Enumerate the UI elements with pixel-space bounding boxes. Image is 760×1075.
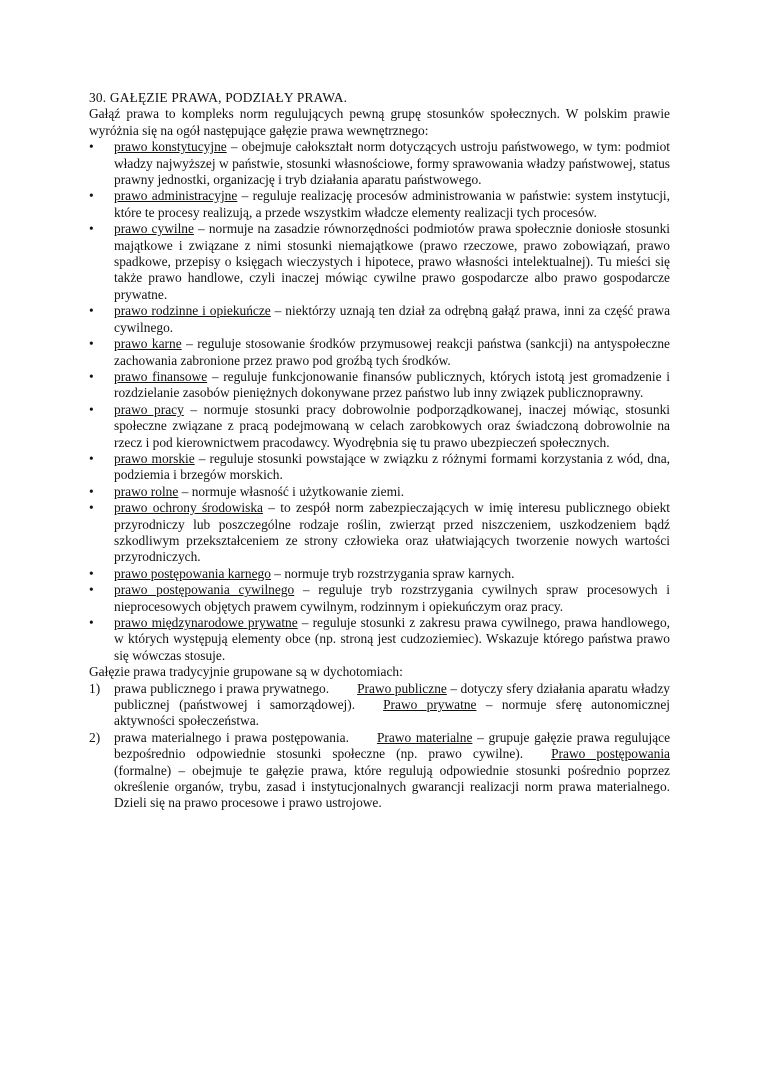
branch-description: – normuje własność i użytkowanie ziemi. bbox=[178, 483, 405, 499]
dichotomy-desc-a: – dotyczy sfery działania aparatu władzy publicznej (państwowej i samorządowej). bbox=[114, 680, 670, 713]
branch-term: prawo pracy bbox=[114, 401, 184, 417]
branch-description: – to zespół norm zabezpieczających w imię interesu publicznego obiekt przyrodniczy lub poszczególne rodzaje roślin, zwierząt przed niszczeniem, uszkodzeniem bądź szkodliwym przekształceniem ze strony człowieka oraz ułatwiających tworzenie nowych wartości przyrodniczych. bbox=[114, 500, 670, 565]
list-item bbox=[89, 451, 670, 484]
branch-term: prawo rodzinne i opiekuńcze bbox=[114, 303, 271, 319]
dichotomies-intro: Gałęzie prawa tradycyjnie grupowane są w dychotomiach: bbox=[89, 664, 403, 680]
dichotomy-desc-b: (formalne) – obejmuje te gałęzie prawa, które regulują odpowiednie stosunki pośrednio poprzez określenie organów, trybu, zasad i instytucjonalnych gwarancji realizacji norm prawa materialnego. Dzieli się na prawo procesowe i prawo ustrojowe. bbox=[114, 762, 670, 811]
branch-term: prawo cywilne bbox=[114, 221, 194, 237]
document-body bbox=[89, 90, 670, 812]
dichotomy-term-b: Prawo prywatne bbox=[383, 697, 477, 713]
branch-term: prawo postępowania cywilnego bbox=[114, 582, 295, 598]
branch-description: – reguluje stosunki powstające w związku z różnymi formami korzystania z wód, dna, podziemia i brzegów morskich. bbox=[114, 450, 671, 483]
dichotomy-term-a: Prawo publiczne bbox=[357, 680, 447, 696]
list-item bbox=[89, 730, 670, 812]
bullet-icon: • bbox=[89, 615, 94, 630]
branch-term: prawo finansowe bbox=[114, 368, 208, 384]
bullet-icon: • bbox=[89, 336, 94, 352]
bullet-icon: • bbox=[89, 139, 94, 155]
list-item bbox=[89, 188, 670, 221]
branch-description: – reguluje stosowanie środków przymusowej reakcji państwa (sankcji) na antyspołeczne zachowania zabronione przez prawo pod groźbą tych środków. bbox=[114, 336, 670, 368]
branch-description: – reguluje stosunki z zakresu prawa cywilnego, prawa handlowego, w których występują elementy obce (np. stroną jest cudzoziemiec). Wskazuje którego państwa prawo się wówczas stosuje. bbox=[114, 615, 670, 663]
branch-term: prawo morskie bbox=[114, 450, 195, 466]
branch-description: – normuje stosunki pracy dobrowolnie podporządkowanej, inaczej mówiąc, stosunki społeczne związane z pracą podejmowaną w celach zarobkowych oraz świadczoną dobrowolnie na rzecz i pod kierownictwem pracodawcy. Wyodrębnia się tu prawo ubezpieczeń społecznych. bbox=[114, 401, 670, 450]
list-item bbox=[89, 500, 670, 566]
dichotomy-term-a: Prawo materialne bbox=[376, 729, 473, 745]
branch-term: prawo międzynarodowe prywatne bbox=[114, 615, 298, 630]
branch-description: – obejmuje całokształt norm dotyczących ustroju państwowego, w tym: podmiot władzy najwyższej w państwie, stosunki własnościowe, formy sprawowania władzy państwowej, status prawny jednostki, organizację i tryb działania aparatu państwowego. bbox=[114, 139, 670, 188]
intro-paragraph: Gałąź prawa to kompleks norm regulujących pewną grupę stosunków społecznych. W polskim prawie wyróżnia się na ogół następujące gałęzie prawa wewnętrznego: bbox=[89, 106, 670, 138]
branch-description: – niektórzy uznają ten dział za odrębną gałąź prawa, inni za część prawa cywilnego. bbox=[114, 303, 671, 335]
list-item bbox=[89, 582, 670, 615]
list-item bbox=[89, 336, 670, 369]
branch-description: – reguluje funkcjonowanie finansów publicznych, których istotą jest gromadzenie i rozdzielanie zasobów pieniężnych dokonywane przez państwo lub inny związek publicznoprawny. bbox=[114, 368, 670, 401]
dichotomies-list bbox=[89, 681, 670, 812]
list-item bbox=[89, 221, 670, 303]
bullet-icon: • bbox=[89, 221, 94, 237]
branch-term: prawo konstytucyjne bbox=[114, 139, 227, 155]
list-item bbox=[89, 303, 670, 336]
dichotomy-heading: prawa publicznego i prawa prywatnego. bbox=[114, 680, 330, 696]
bullet-icon: • bbox=[89, 500, 94, 516]
bullet-icon: • bbox=[89, 450, 94, 466]
branch-term: prawo postępowania karnego bbox=[114, 565, 271, 581]
bullet-icon: • bbox=[89, 565, 94, 581]
list-item bbox=[89, 681, 670, 730]
bullet-icon: • bbox=[89, 401, 94, 417]
list-item bbox=[89, 139, 670, 188]
dichotomy-term-b: Prawo postępowania bbox=[551, 746, 670, 762]
law-branches-list bbox=[89, 139, 670, 664]
branch-description: – normuje tryb rozstrzygania spraw karnych. bbox=[270, 565, 515, 581]
bullet-icon: • bbox=[89, 483, 94, 499]
bullet-icon: • bbox=[89, 188, 94, 204]
item-number: 2) bbox=[89, 729, 101, 745]
dichotomy-desc-b: – normuje sferę autonomicznej aktywności społeczeństwa. bbox=[114, 697, 671, 729]
list-item bbox=[89, 566, 670, 582]
dichotomy-desc-a: – grupuje gałęzie prawa regulujące bezpośrednio odpowiednie stosunki społeczne (np. prawo cywilne). bbox=[114, 729, 671, 762]
list-item bbox=[89, 402, 670, 451]
branch-description: – reguluje realizację procesów administrowania w państwie: system instytucji, które te procesy realizują, a przede wszystkim władcze elementy realizacji tych procesów. bbox=[114, 188, 670, 220]
item-number: 1) bbox=[89, 680, 101, 696]
branch-term: prawo rolne bbox=[114, 483, 179, 499]
branch-description: – reguluje tryb rozstrzygania cywilnych spraw procesowych i nieprocesowych objętych prawem cywilnym, rodzinnym i opiekuńczym oraz pracy. bbox=[114, 582, 670, 614]
bullet-icon: • bbox=[89, 582, 94, 598]
bullet-icon: • bbox=[89, 303, 94, 319]
bullet-icon: • bbox=[89, 368, 94, 384]
page-title: 30. GAŁĘZIE PRAWA, PODZIAŁY PRAWA. bbox=[89, 90, 348, 105]
list-item bbox=[89, 615, 670, 664]
branch-description: – normuje na zasadzie równorzędności podmiotów prawa społecznie doniosłe stosunki majątkowe i związane z nimi stosunki niemajątkowe (prawo rzeczowe, prawo zobowiązań, prawo spadkowe, przepisy o księgach wieczystych i hipotece, prawo własności intelektualnej). Tu mieści się także prawo handlowe, czyli inaczej mówiąc cywilne prawo gospodarcze albo prawo gospodarcze prywatne. bbox=[114, 221, 670, 302]
list-item bbox=[89, 484, 670, 500]
branch-term: prawo ochrony środowiska bbox=[114, 500, 263, 516]
branch-term: prawo administracyjne bbox=[114, 188, 238, 204]
branch-term: prawo karne bbox=[114, 336, 182, 352]
dichotomy-heading: prawa materialnego i prawa postępowania. bbox=[114, 729, 349, 745]
list-item bbox=[89, 369, 670, 402]
